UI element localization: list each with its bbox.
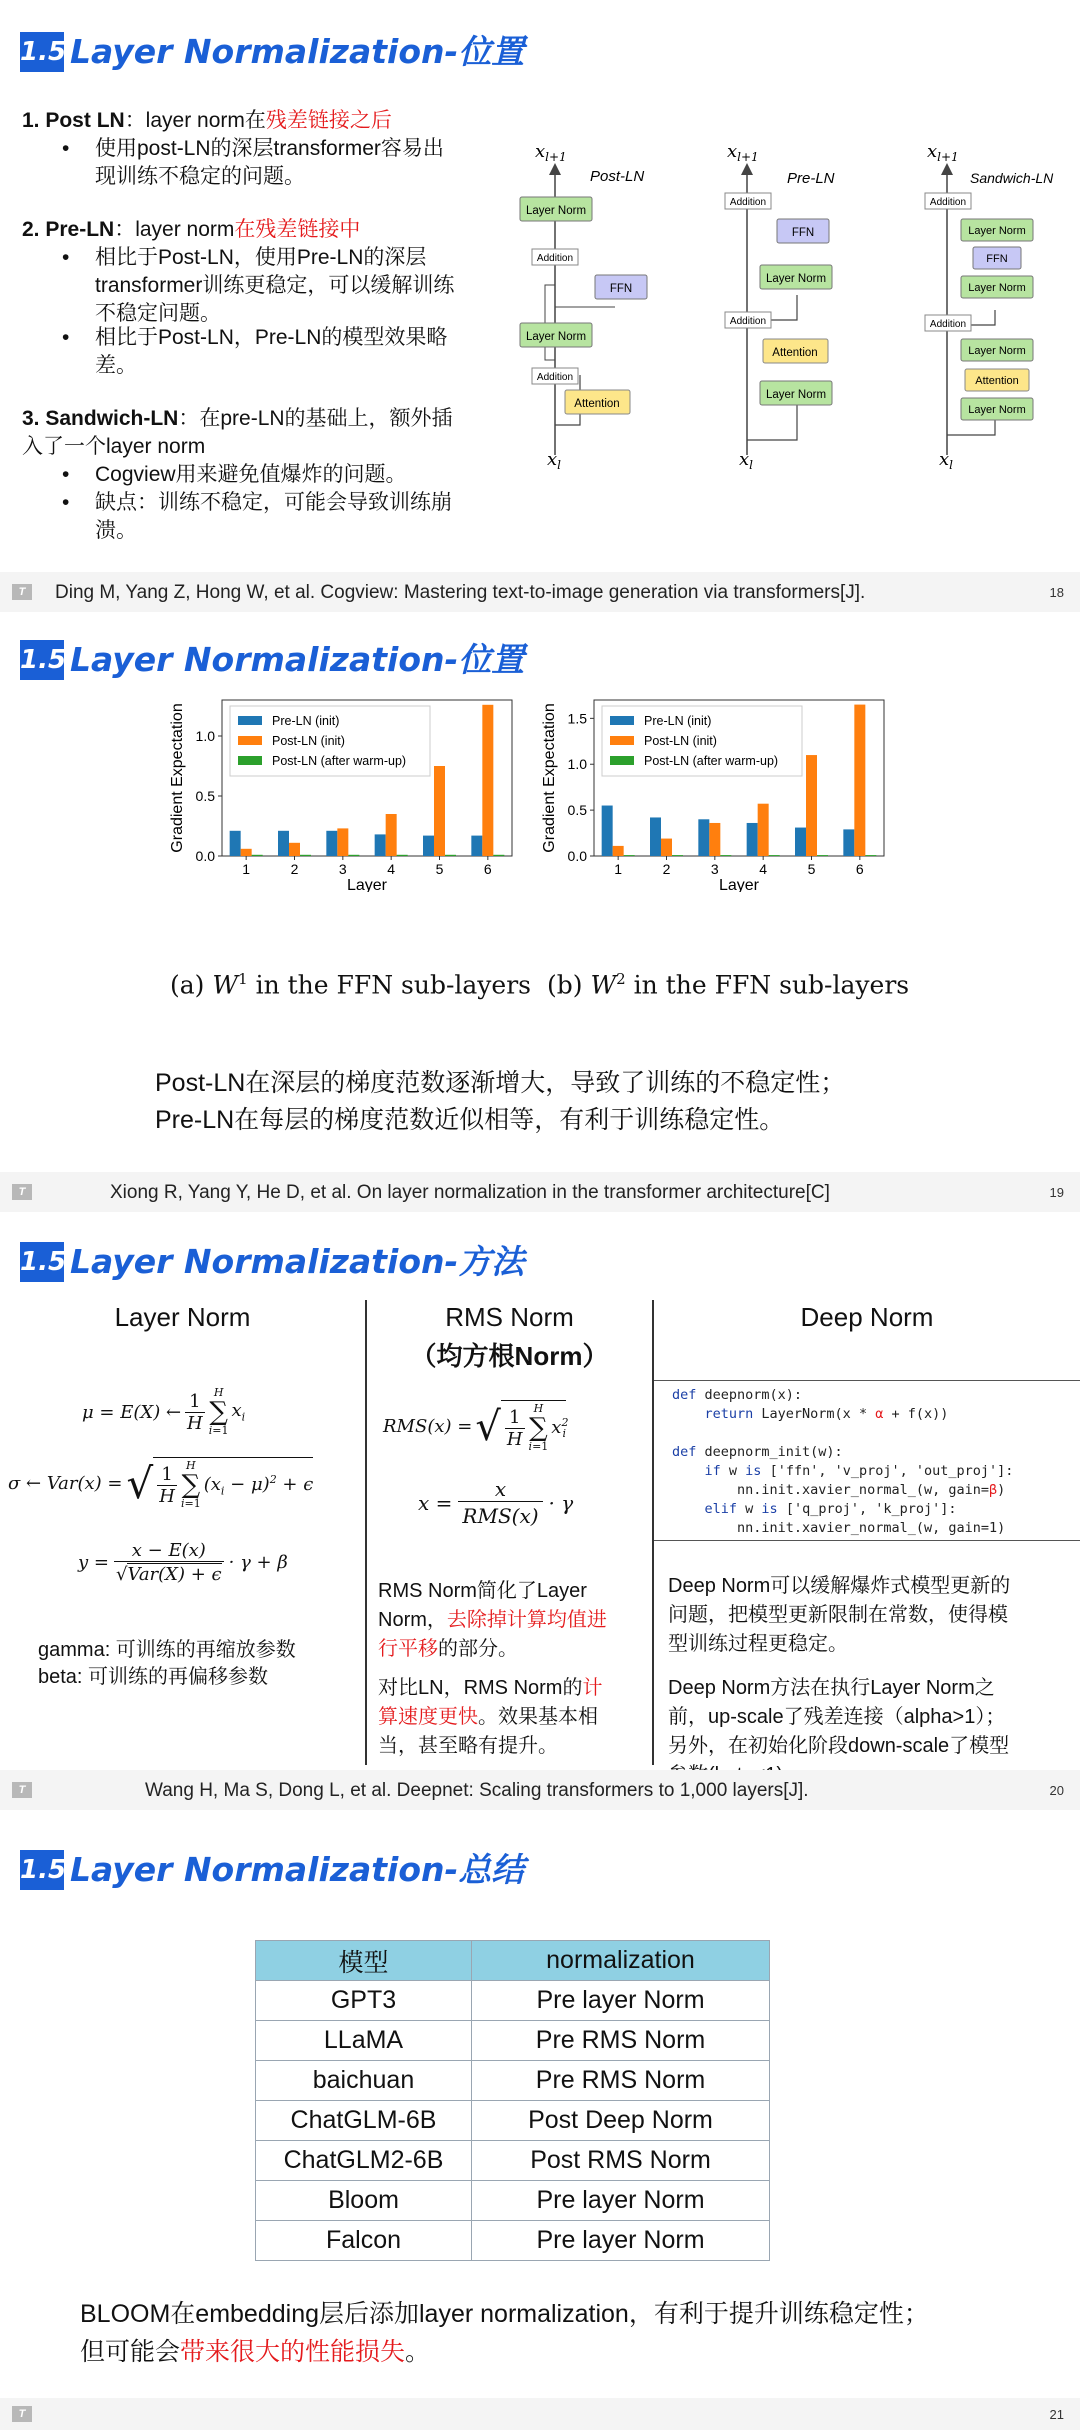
deep-desc-1: Deep Norm可以缓解爆炸式模型更新的 问题，把模型更新限制在常数，使得模 型训练过程更稳定。	[668, 1575, 1011, 1655]
bar	[817, 855, 828, 856]
gamma-desc: gamma: 可训练的再缩放参数	[38, 1639, 296, 1661]
y-tick-label: 0.0	[195, 848, 215, 864]
table-row	[256, 2181, 770, 2221]
bar	[471, 836, 482, 856]
bar	[795, 828, 806, 856]
table-row	[256, 2101, 770, 2141]
header-normalization: normalization	[472, 1941, 770, 1981]
slide-title: Layer Normalization-总结	[70, 1850, 525, 1889]
bloom-caveat: 但可能会带来很大的性能损失。	[80, 2338, 431, 2366]
ln-architectures-diagram	[515, 135, 1075, 475]
y-tick-label: 1.5	[567, 710, 587, 727]
slide-footer	[0, 1172, 1080, 1212]
attention-block: Attention	[772, 347, 818, 359]
bullet: •	[62, 246, 70, 269]
model-cell: baichuan	[256, 2061, 472, 2101]
conclusion-pre-ln: Pre-LN在每层的梯度范数近似相等，有利于训练稳定性。	[155, 1106, 785, 1134]
rms-desc-2: 对比LN，RMS Norm的计 算速度更快。效果基本相 当，甚至略有提升。	[378, 1677, 603, 1757]
caption-b: (b) $W^2$ in the FFN sub-layers	[547, 970, 910, 1000]
logo-icon: T	[12, 2406, 32, 2422]
ffn-block: FFN	[609, 283, 633, 295]
bar	[289, 843, 300, 856]
sandwich-ln-desc: ：在pre-LN的基础上，额外插	[178, 407, 453, 430]
bar	[758, 804, 769, 856]
bar	[672, 855, 683, 856]
norm-cell: Post Deep Norm	[472, 2101, 770, 2141]
slide-18	[0, 0, 1080, 603]
header-model: 模型	[256, 1941, 472, 1981]
y-axis-label: Gradient Expectation	[169, 703, 186, 853]
layer-norm-block: Layer Norm	[968, 282, 1026, 294]
bar	[843, 829, 854, 856]
model-cell: Bloom	[256, 2181, 472, 2221]
citation: Ding M, Yang Z, Hong W, et al. Cogview: Mastering text-to-image generation via transformers[J].	[55, 582, 866, 603]
citation: Wang H, Ma S, Dong L, et al. Deepnet: Scaling transformers to 1,000 layers[J].	[145, 1780, 809, 1801]
pre-ln-bullet-1: 相比于Post-LN，使用Pre-LN的深层 transformer训练更稳定，可以缓解训练 不稳定问题。	[95, 246, 455, 325]
x-tick-label: 2	[290, 861, 299, 877]
bar	[445, 855, 456, 856]
deep-norm-title: Deep Norm	[800, 1302, 934, 1332]
attention-block: Attention	[975, 375, 1019, 387]
section-badge: 1.5	[20, 640, 64, 680]
bar	[493, 855, 504, 856]
bar	[423, 836, 434, 856]
addition-block: Addition	[536, 372, 574, 383]
bar	[300, 855, 311, 856]
x-tick-label: 2	[662, 861, 671, 877]
bar	[337, 828, 348, 856]
post-ln-diagram	[520, 141, 647, 472]
norm-cell: Pre RMS Norm	[472, 2061, 770, 2101]
slide-footer	[0, 2398, 1080, 2430]
model-cell: ChatGLM-6B	[256, 2101, 472, 2141]
norm-cell: Pre RMS Norm	[472, 2021, 770, 2061]
x-tick-label: 6	[855, 861, 864, 877]
x-axis-label: Layer	[346, 877, 388, 892]
bar	[720, 855, 731, 856]
bar	[769, 855, 780, 856]
layer-norm-block: Layer Norm	[525, 205, 587, 217]
y-tick-label: 1.0	[195, 728, 215, 744]
legend-swatch	[238, 716, 262, 725]
section-badge: 1.5	[20, 32, 64, 72]
rms-desc-1: RMS Norm简化了Layer Norm，去除掉计算均值进 行平移的部分。	[378, 1580, 607, 1660]
bar	[661, 839, 672, 856]
slide-footer	[0, 572, 1080, 612]
bar	[865, 855, 876, 856]
slide-title: Layer Normalization-方法	[70, 1242, 525, 1281]
bullet: •	[62, 463, 70, 486]
bar	[278, 831, 289, 856]
norm-cell: Pre layer Norm	[472, 2181, 770, 2221]
table-header-row	[256, 1941, 770, 1981]
column-divider	[652, 1300, 654, 1765]
logo-icon: T	[12, 584, 32, 600]
layer-norm-title: Layer Norm	[114, 1302, 251, 1332]
bar	[747, 823, 758, 856]
svg-text:xl: $x_l$	[939, 449, 953, 472]
ffn-block: FFN	[986, 253, 1008, 265]
y-tick-label: 0.0	[567, 848, 587, 864]
x-tick-label: 4	[759, 861, 768, 877]
rms-norm-title: RMS Norm	[445, 1302, 574, 1332]
norm-cell: Pre layer Norm	[472, 1981, 770, 2021]
y-tick-label: 0.5	[567, 802, 587, 819]
post-ln-label: 1. Post LN	[22, 109, 125, 132]
pre-ln-diagram	[725, 141, 835, 472]
norm-cell: Post RMS Norm	[472, 2141, 770, 2181]
slide-title: Layer Normalization-位置	[70, 640, 525, 679]
x-tick-label: 3	[338, 861, 347, 877]
page-number: 21	[1049, 2407, 1064, 2422]
conclusion-post-ln: Post-LN在深层的梯度范数逐渐增大，导致了训练的不稳定性；	[155, 1069, 846, 1097]
legend-swatch	[238, 756, 262, 765]
bar	[348, 855, 359, 856]
rms-formula: RMS(x) = √ 1 H H ∑ i=1 $x^2_i$	[383, 1402, 569, 1453]
variance-formula: σ ← Var(x) = √ 1 H H ∑ i=1 $(x_i - \mu)^2 + \epsilon$	[8, 1459, 314, 1510]
svg-text:xl: $x_l$	[739, 449, 753, 472]
caption-a: (a) $W^1$ in the FFN sub-layers	[170, 970, 531, 1000]
svg-text:xl+1: $x_{l+1}$	[927, 141, 959, 164]
code-rule-bottom	[654, 1540, 1080, 1541]
attention-block: Attention	[574, 398, 620, 410]
x-tick-label: 4	[387, 861, 396, 877]
bar	[230, 831, 241, 856]
bullet: •	[62, 137, 70, 160]
table-row	[256, 1981, 770, 2021]
x-tick-label: 6	[483, 861, 492, 877]
bullet: •	[62, 491, 70, 514]
slide-19	[0, 612, 1080, 1212]
x-tick-label: 1	[242, 861, 251, 877]
legend-swatch	[610, 716, 634, 725]
svg-text:xl: $x_l$	[547, 449, 561, 472]
legend-label: Post-LN (after warm-up)	[644, 754, 779, 768]
table-row	[256, 2021, 770, 2061]
sandwich-ln-label: 3. Sandwich-LN	[22, 407, 179, 430]
bar	[375, 834, 386, 856]
layer-norm-block: Layer Norm	[968, 404, 1026, 416]
legend-label: Pre-LN (init)	[272, 714, 340, 728]
bar	[613, 846, 624, 856]
bar	[252, 855, 263, 856]
bar	[624, 855, 635, 856]
legend-label: Post-LN (after warm-up)	[272, 754, 407, 768]
ffn-block: FFN	[791, 227, 815, 239]
norm-cell: Pre layer Norm	[472, 2221, 770, 2261]
bar	[806, 755, 817, 856]
x-tick-label: 1	[614, 861, 623, 877]
legend-label: Pre-LN (init)	[644, 714, 712, 728]
bar	[854, 705, 865, 856]
legend-swatch	[610, 736, 634, 745]
post-ln-desc: ：layer norm在	[124, 109, 266, 132]
page-number: 20	[1049, 1783, 1064, 1798]
gradient-chart-w2	[532, 692, 892, 892]
bar	[650, 817, 661, 856]
slide-21	[0, 1822, 1080, 2430]
deepnorm-code: def deepnorm(x): return LayerNorm(x * α + f(x)) def deepnorm_init(w): if w is ['ffn', 'v_proj', 'out_proj']: nn.init.xavier_normal_(w, gain=β) elif w is ['q_proj', 'k_proj']: nn.init.xavier_normal_(w, gain=1)	[672, 1387, 1014, 1536]
sandwich-ln-title: Sandwich-LN	[970, 170, 1054, 186]
svg-text:xl+1: $x_{l+1}$	[727, 141, 759, 164]
legend-swatch	[238, 736, 262, 745]
model-cell: ChatGLM2-6B	[256, 2141, 472, 2181]
normalize-formula: y = x − E(x) √Var(X) + ϵ · γ + β	[78, 1540, 288, 1585]
bar	[482, 705, 493, 856]
model-cell: GPT3	[256, 1981, 472, 2021]
post-ln-item	[22, 107, 392, 135]
sandwich-ln-bullet-2: 缺点：训练不稳定，可能会导致训练崩 溃。	[95, 491, 452, 542]
pre-ln-highlight: 在残差链接中	[234, 218, 361, 241]
pre-ln-title: Pre-LN	[787, 170, 835, 187]
code-rule-top	[654, 1380, 1080, 1381]
bar	[434, 766, 445, 856]
pre-ln-desc: ：layer norm	[114, 218, 235, 241]
addition-block: Addition	[729, 197, 767, 208]
model-cell: LLaMA	[256, 2021, 472, 2061]
bar	[698, 819, 709, 856]
page-number: 18	[1049, 585, 1064, 600]
bar	[241, 849, 252, 856]
layer-norm-block: Layer Norm	[525, 331, 587, 343]
bloom-note: BLOOM在embedding层后添加layer normalization，有利于提升训练稳定性；	[80, 2300, 929, 2328]
addition-block: Addition	[929, 319, 967, 330]
logo-icon: T	[12, 1184, 32, 1200]
layer-norm-block: Layer Norm	[765, 273, 827, 285]
citation: Xiong R, Yang Y, He D, et al. On layer normalization in the transformer architecture[C]	[110, 1182, 830, 1203]
layer-norm-block: Layer Norm	[968, 225, 1026, 237]
bar	[397, 855, 408, 856]
x-axis-label: Layer	[718, 877, 760, 892]
summary-table	[255, 1940, 770, 2261]
slide-title: Layer Normalization-位置	[70, 32, 525, 71]
y-axis-label: Gradient Expectation	[541, 703, 558, 853]
mean-formula: μ = E(X) ← 1 H H ∑ i=1 $x_i$	[82, 1386, 246, 1437]
table-row	[256, 2221, 770, 2261]
section-badge: 1.5	[20, 1850, 64, 1890]
bar	[602, 806, 613, 856]
table-row	[256, 2061, 770, 2101]
deep-desc-2: Deep Norm方法在执行Layer Norm之 前，up-scale了残差连接（alpha>1）； 另外，在初始化阶段down-scale了模型	[668, 1677, 1010, 1757]
beta-desc: beta: 可训练的再偏移参数	[38, 1666, 269, 1688]
layer-norm-block: Layer Norm	[968, 345, 1026, 357]
page-number: 19	[1049, 1185, 1064, 1200]
bar	[386, 814, 397, 856]
bullet: •	[62, 326, 70, 349]
x-tick-label: 3	[710, 861, 719, 877]
slide-20	[0, 1222, 1080, 1812]
pre-ln-bullet-2: 相比于Post-LN，Pre-LN的模型效果略 差。	[95, 326, 448, 377]
rms-normalize-formula: x = x RMS(x) · γ	[418, 1477, 574, 1528]
slide-footer	[0, 1770, 1080, 1810]
logo-icon: T	[12, 1782, 32, 1798]
svg-text:xl+1: $x_{l+1}$	[535, 141, 567, 164]
y-tick-label: 0.5	[195, 788, 215, 804]
bar	[709, 823, 720, 856]
legend-label: Post-LN (init)	[272, 734, 345, 748]
addition-block: Addition	[729, 316, 767, 327]
legend-label: Post-LN (init)	[644, 734, 717, 748]
sandwich-ln-bullet-1: Cogview用来避免值爆炸的问题。	[95, 463, 407, 486]
gradient-chart-w1	[160, 692, 520, 892]
x-tick-label: 5	[435, 861, 444, 877]
post-ln-bullet-1: 使用post-LN的深层transformer容易出 现训练不稳定的问题。	[95, 137, 444, 188]
layer-norm-block: Layer Norm	[765, 389, 827, 401]
table-row	[256, 2141, 770, 2181]
post-ln-title: Post-LN	[590, 168, 645, 185]
pre-ln-item	[22, 216, 360, 244]
sandwich-ln-diagram	[925, 141, 1054, 472]
addition-block: Addition	[929, 197, 967, 208]
sandwich-ln-item: 3. Sandwich-LN：在pre-LN的基础上，额外插 入了一个layer norm	[22, 407, 453, 458]
addition-block: Addition	[536, 253, 574, 264]
model-cell: Falcon	[256, 2221, 472, 2261]
section-badge: 1.5	[20, 1242, 64, 1282]
bar	[326, 831, 337, 856]
y-tick-label: 1.0	[567, 756, 587, 773]
post-ln-highlight: 残差链接之后	[265, 109, 392, 132]
pre-ln-label: 2. Pre-LN	[22, 218, 115, 241]
x-tick-label: 5	[807, 861, 816, 877]
rms-norm-subtitle: （均方根Norm）	[410, 1341, 609, 1371]
legend-swatch	[610, 756, 634, 765]
